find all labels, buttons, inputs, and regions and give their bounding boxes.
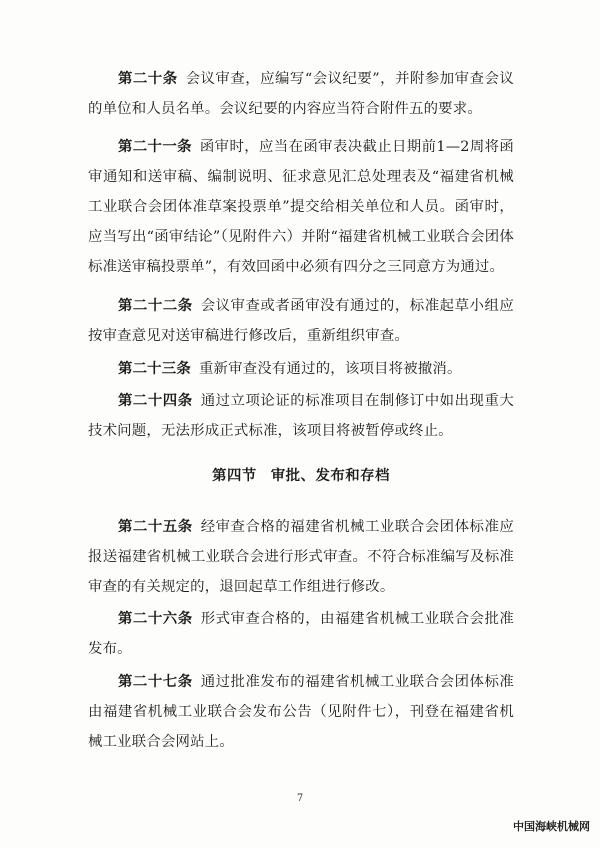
article-heading: 第二十四条 — [118, 392, 193, 409]
article-body: 重新审查没有通过的，该项目将被撤消。 — [198, 361, 462, 377]
article-body: 会议审查，应编写“会议纪要”，并附参加审查会议的单位和人员名单。会议纪要的内容应当符合附件五的要求。 — [88, 71, 514, 117]
article-23 — [88, 354, 514, 384]
article-20 — [88, 64, 514, 124]
article-25 — [88, 512, 514, 602]
article-heading: 第二十三条 — [118, 360, 191, 377]
article-heading: 第二十七条 — [118, 673, 193, 690]
article-22 — [88, 291, 514, 351]
article-body: 通过立项论证的标准项目在制修订中如出现重大技术问题，无法形成正式标准，该项目将被暂停或终止。 — [88, 393, 514, 439]
page-number: 7 — [296, 793, 304, 804]
article-27 — [88, 667, 514, 757]
article-body: 通过批准发布的福建省机械工业联合会团体标准由福建省机械工业联合会发布公告（见附件七），刊登在福建省机械工业联合会网站上。 — [88, 674, 514, 750]
article-24 — [88, 386, 514, 446]
article-heading: 第二十二条 — [118, 297, 193, 314]
article-21 — [88, 132, 514, 282]
article-heading: 第二十一条 — [118, 138, 192, 155]
section-heading — [88, 464, 514, 488]
site-watermark: 中国海峡机械网 — [513, 820, 590, 833]
article-body: 形式审查合格的，由福建省机械工业联合会批准发布。 — [88, 611, 514, 657]
article-heading: 第二十条 — [118, 70, 178, 87]
article-body: 函审时，应当在函审表决截止日期前1—2周将函审通知和送审稿、编制说明、征求意见汇总处理表及“福建省机械工业联合会团体准草案投票单”提交给相关单位和人员。函审时，应当写出“函审结论”（见附件六）并附“福建省机械工业联合会团体标准送审稿投票单”，有效回函中必须有四分之三同意方为通过。 — [88, 139, 514, 275]
article-body: 会议审查或者函审没有通过的，标准起草小组应按审查意见对送审稿进行修改后，重新组织审查。 — [88, 298, 514, 344]
section-number: 第四节 — [212, 467, 257, 484]
article-heading: 第二十五条 — [118, 518, 193, 535]
article-body: 经审查合格的福建省机械工业联合会团体标准应报送福建省机械工业联合会进行形式审查。不符合标准编写及标准审查的有关规定的，退回起草工作组进行修改。 — [88, 519, 514, 595]
article-26 — [88, 604, 514, 664]
section-title: 审批、发布和存档 — [270, 467, 390, 484]
article-heading: 第二十六条 — [118, 610, 193, 627]
